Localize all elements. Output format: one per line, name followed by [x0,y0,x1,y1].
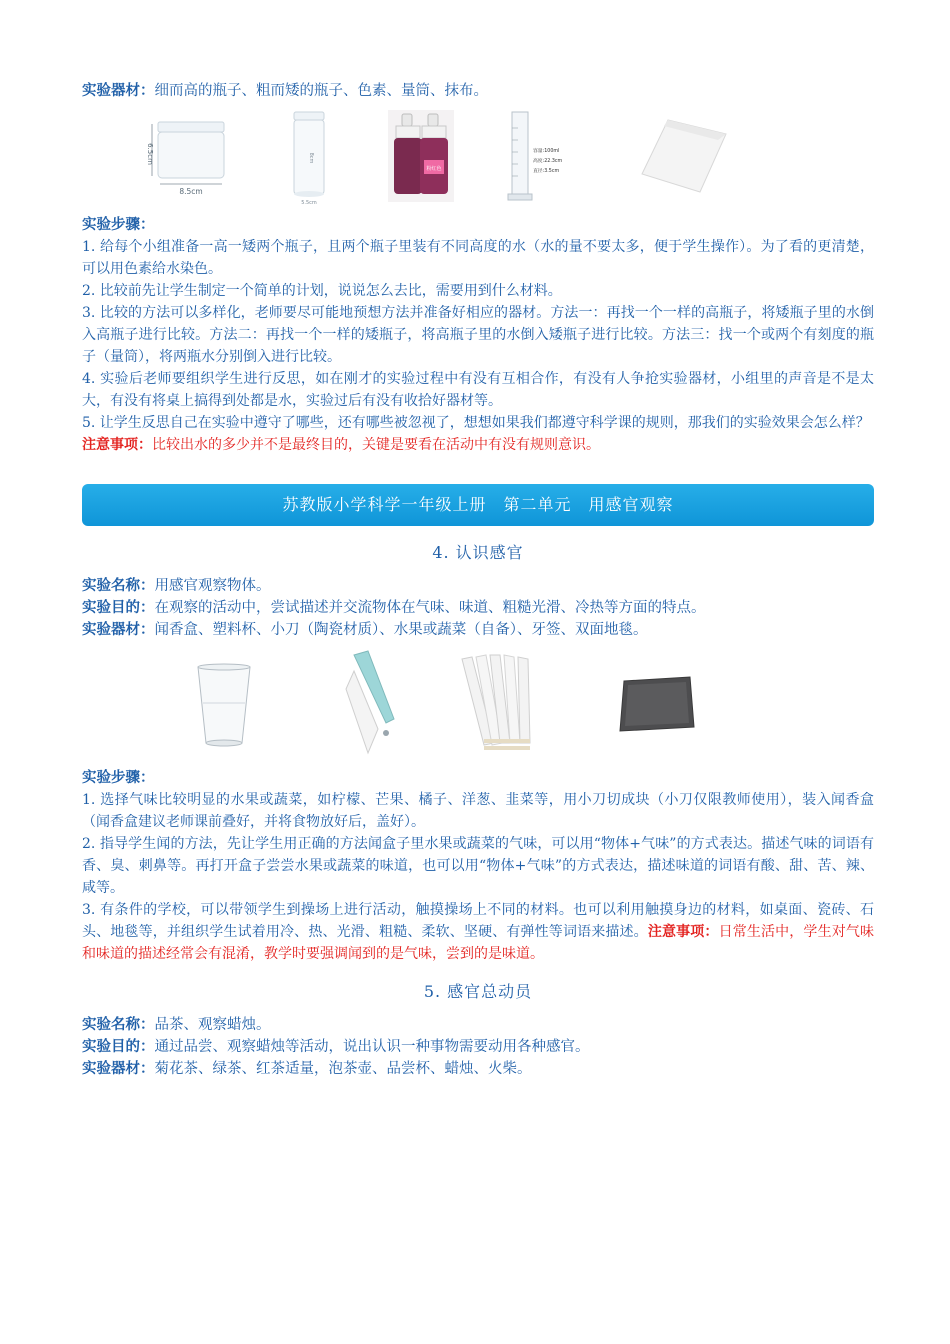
cylinder-spec-2: 高度:22.3cm [533,159,563,164]
steps-label-text: 实验步骤： [82,770,155,786]
dye-bottle-label: 粉红色 [426,166,442,172]
step-2-1: 1. 选择气味比较明显的水果或蔬菜，如柠檬、芒果、橘子、洋葱、韭菜等，用小刀切成块（小刀仅限教师使用），装入闻香盒（闻香盒建议老师课前叠好，并将食物放好后，盖好）。 [82,792,874,830]
jar-width-label: 8.5cm [179,187,203,196]
step-2-2: 2. 指导学生闻的方法，先让学生用正确的方法闻盒子里水果或蔬菜的气味，可以用“物体+气味”的方式表达。描述气味的词语有香、臭、刺鼻等。再打开盒子尝尝水果或蔬菜的味道，也可以用“物体+气味”的方式表达，描述味道的词语有酸、甜、苦、辣、咸等。 [82,836,874,896]
name-line-2 [82,575,874,597]
materials-label: 实验器材： [82,622,155,638]
steps-label-1 [82,214,874,236]
jar-height-label: 6.5cm [146,143,154,165]
name-label: 实验名称： [82,578,155,594]
materials-images-1 [82,102,874,214]
steps-label-2 [82,767,874,789]
tall-height-label: 8cm [308,152,314,164]
purpose-text: 在观察的活动中，尝试描述并交流物体在气味、味道、粗糙光滑、冷热等方面的特点。 [154,600,706,616]
section-title-5: 5. 感官总动员 [423,982,533,1001]
short-jar-image [144,114,234,198]
note-label: 注意事项： [82,437,152,453]
name-label: 实验名称： [82,1017,155,1033]
cloth-image [638,118,728,194]
note-text: 日常生活中，学生对气味和味道的描述经常会有混淆，教学时要强调闻到的是气味，尝到的是味道。 [82,924,875,962]
materials-text: 细而高的瓶子、粗而矮的瓶子、色素、量筒、抹布。 [154,83,488,99]
name-text: 用感官观察物体。 [154,578,271,594]
step-1-3: 3. 比较的方法可以多样化，老师要尽可能地预想方法并准备好相应的器材。方法一：再找一个一样的高瓶子，将矮瓶子里的水倒入高瓶子进行比较。方法二：再找一个一样的矮瓶子，将高瓶子里的水倒入矮瓶子进行比较。方法三：找一个或两个有刻度的瓶子（量筒），将两瓶水分别倒入进行比较。 [82,305,874,365]
step-2-3 [82,899,874,965]
step-1-4: 4. 实验后老师要组织学生进行反思，如在刚才的实验过程中有没有互相合作，有没有人争抢实验器材，小组里的声音是不是太大，有没有将桌上搞得到处都是水，实验过后有没有收拾好器材等。 [82,371,874,409]
materials-line-1 [82,80,874,102]
materials-line-2 [82,619,874,641]
materials-line-3 [82,1058,874,1080]
toothpicks-image [454,651,544,757]
purpose-line-2 [82,597,874,619]
purpose-text: 通过品尝、观察蜡烛等活动，说出认识一种事物需要动用各种感官。 [154,1039,590,1055]
dye-bottles-image [388,110,454,202]
materials-text: 闻香盒、塑料杯、小刀（陶瓷材质）、水果或蔬菜（自备）、牙签、双面地毯。 [154,622,648,638]
step-1-5: 5. 让学生反思自己在实验中遵守了哪些，还有哪些被忽视了，想想如果我们都遵守科学课的规则，那我们的实验效果会怎么样？ [82,415,870,431]
step-2-3-text: 3. 有条件的学校，可以带领学生到操场上进行活动，触摸操场上不同的材料。也可以利用触摸身边的材料，如桌面、瓷砖、石头、地毯等，并组织学生试着用冷、热、光滑、粗糙、柔软、坚硬、有弹性等词语来描述。 [82,902,874,940]
carpet-image [616,675,696,735]
name-line-3 [82,1014,874,1036]
section-title-4: 4. 认识感官 [432,543,524,562]
note-label: 注意事项： [647,924,719,940]
tall-bottle-image [280,108,338,208]
note-text: 比较出水的多少并不是最终目的，关键是要看在活动中有没有规则意识。 [152,437,600,453]
materials-label: 实验器材： [82,83,155,99]
purpose-line-3 [82,1036,874,1058]
step-1-2: 2. 比较前先让学生制定一个简单的计划，说说怎么去比，需要用到什么材料。 [82,283,562,299]
step-1-1: 1. 给每个小组准备一高一矮两个瓶子，且两个瓶子里装有不同高度的水（水的量不要太多，便于学生操作）。为了看的更清楚，可以用色素给水染色。 [82,239,874,277]
materials-label: 实验器材： [82,1061,155,1077]
steps-label-text: 实验步骤： [82,217,155,233]
materials-images-2 [82,641,874,767]
ceramic-knife-image [332,649,412,757]
graduated-cylinder-image [506,108,566,208]
unit-banner: 苏教版小学科学一年级上册 第二单元 用感官观察 [82,484,874,526]
tall-width-label: 5.5cm [301,200,317,206]
name-text: 品茶、观察蜡烛。 [154,1017,271,1033]
purpose-label: 实验目的： [82,1039,155,1055]
note-1 [82,434,874,456]
cylinder-spec-1: 容量:100ml [533,149,560,154]
materials-text: 菊花茶、绿茶、红茶适量，泡茶壶、品尝杯、蜡烛、火柴。 [154,1061,532,1077]
purpose-label: 实验目的： [82,600,155,616]
plastic-cup-image [194,663,254,749]
cylinder-spec-3: 直径:3.5cm [533,169,560,174]
document-page [82,80,874,1080]
